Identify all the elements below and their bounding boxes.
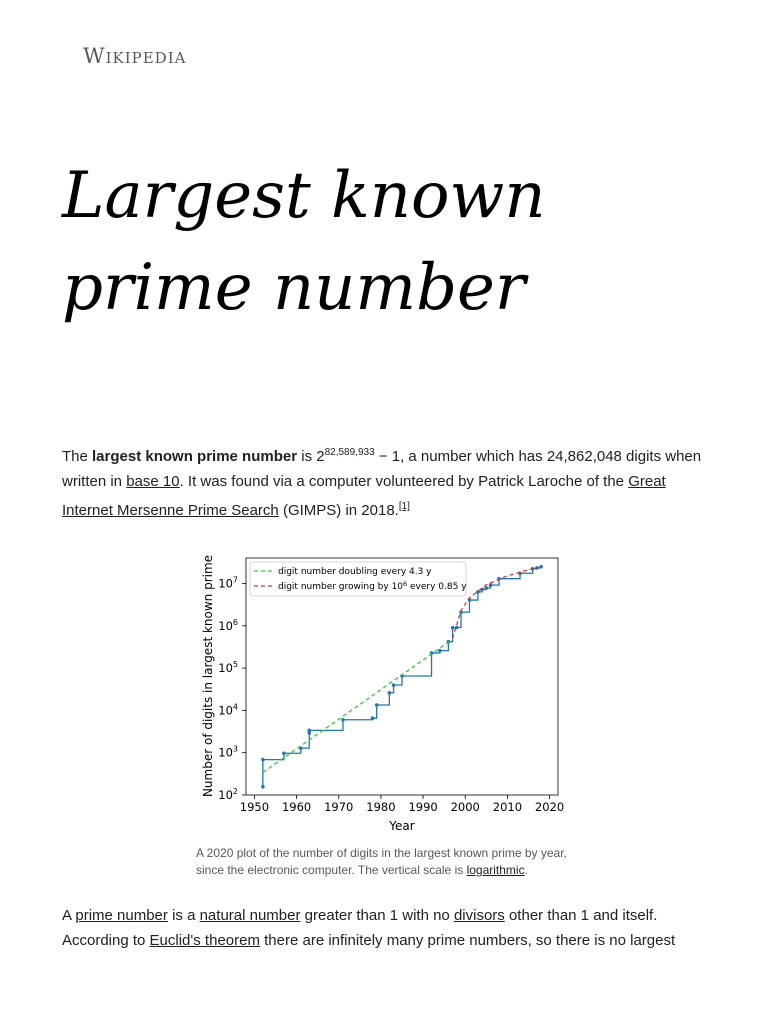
link-gimps[interactable]: Great Internet Mersenne Prime Search (62, 473, 666, 519)
link-prime-number[interactable]: prime number (75, 907, 168, 924)
intro-text-1: The (62, 448, 93, 465)
y-tick-label: $10^4$ (218, 702, 238, 718)
x-tick-label: 1950 (239, 800, 270, 814)
y-tick-label: $10^2$ (218, 787, 238, 802)
page-title (62, 150, 722, 334)
data-point (388, 691, 392, 695)
link-natural-number[interactable]: natural number (199, 907, 301, 924)
intro-text-5: (GIMPS) in 2018. (278, 502, 399, 519)
second-paragraph (62, 903, 712, 953)
figure-caption (196, 845, 576, 879)
caption-end: . (524, 863, 528, 877)
intro-paragraph (62, 440, 712, 523)
p2-text-4: other than 1 and itself. According to (62, 907, 658, 949)
legend-label-growing: digit number growing by $10^6$ every 0.85 y (278, 580, 467, 592)
x-tick-label: 1980 (366, 800, 396, 814)
link-base-10[interactable]: base 10 (126, 473, 180, 490)
x-tick-label: 1970 (324, 800, 354, 814)
x-tick-label: 2000 (450, 800, 480, 814)
intro-text-4: . It was found via a computer volunteered by Patrick Laroche of the (179, 473, 629, 490)
data-point (261, 785, 265, 789)
wikipedia-logo[interactable]: Wikipedia (83, 44, 187, 68)
data-point (451, 626, 455, 630)
chart-legend (250, 562, 467, 596)
chart-figure[interactable] (196, 543, 581, 844)
data-point (282, 751, 286, 755)
data-point (371, 716, 375, 720)
intro-text-2: is 2 (297, 448, 325, 465)
y-tick-label: $10^7$ (218, 575, 238, 591)
data-point (489, 583, 493, 587)
link-logarithmic[interactable]: logarithmic (466, 863, 525, 877)
x-tick-label: 1960 (281, 800, 312, 814)
p2-text-1: A (62, 907, 76, 924)
data-point (261, 758, 265, 762)
intro-text-3: − 1, a number which has 24,862,048 digits when written in (62, 448, 702, 490)
x-tick-label: 2010 (492, 800, 523, 814)
y-tick-label: $10^5$ (218, 660, 238, 676)
legend-label-doubling: digit number doubling every 4.3 y (278, 567, 432, 577)
data-point (485, 586, 489, 590)
data-point (392, 683, 396, 687)
reference-link[interactable]: [1] (398, 501, 410, 512)
link-euclids-theorem[interactable]: Euclid's theorem (149, 932, 260, 949)
p2-text-3: greater than 1 with no (300, 907, 454, 924)
link-divisors[interactable]: divisors (453, 907, 505, 924)
data-point (307, 729, 311, 733)
data-point (341, 718, 345, 722)
data-point (375, 703, 379, 707)
digits-chart (196, 543, 581, 839)
exponent: 82,589,933 (324, 447, 375, 458)
intro-bold-term: largest known prime number (92, 448, 298, 465)
caption-text: A 2020 plot of the number of digits in the largest known prime by year, since the electronic computer. The vertical scale is (196, 846, 567, 877)
p2-text-2: is a (167, 907, 200, 924)
x-tick-label: 2020 (534, 800, 565, 814)
y-tick-label: $10^3$ (218, 744, 238, 760)
title-line-1: Largest known (62, 159, 546, 233)
data-point (438, 649, 442, 653)
x-tick-label: 1990 (408, 800, 438, 814)
title-line-2: prime number (62, 251, 526, 325)
p2-text-5: there are infinitely many prime numbers, so there is no largest (259, 932, 676, 949)
y-tick-label: $10^6$ (218, 617, 238, 633)
x-axis-label: Year (389, 819, 415, 833)
y-axis-label: Number of digits in largest known prime (201, 554, 215, 798)
